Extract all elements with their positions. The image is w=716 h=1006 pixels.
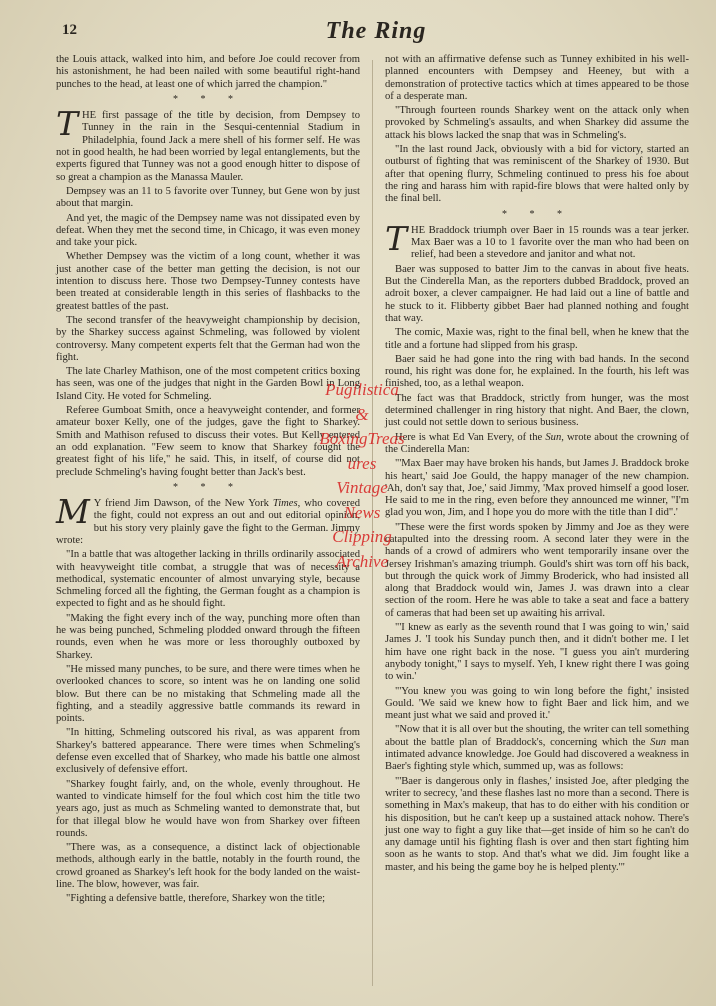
- paragraph: The comic, Maxie was, right to the final bell, when he knew that the title and a fortune had slipped from his grasp.: [385, 327, 689, 351]
- watermark-line: News: [343, 502, 381, 522]
- paragraph: And yet, the magic of the Dempsey name was not dissipated even by defeat. When they met the second time, in Chicago, it was even money and take your pick.: [56, 212, 360, 249]
- quote-paragraph: "He missed many punches, to be sure, and there were times when he overlooked chances to score, so intent was he on landing one solid blow. But there can be no mistaking that Schmeling made all the fighting, and a steadily aggressive battle commands its reward in points.: [56, 663, 360, 725]
- publication-name: Times: [272, 498, 298, 510]
- paragraph: "In the last round Jack, obviously with a bid for victory, started an outburst of fighting that was reminiscent of the Sharkey of 1930. But after that opening flurry, Schmeling continued to press his foe about the ring and harass him with rapid-fire blows that were halted only by the final bell.: [385, 144, 689, 205]
- section-break: * * *: [173, 481, 243, 493]
- paragraph-text: "Now that it is all over but the shouting, the writer can tell something about the battle plan of Braddock's, concerning which the: [385, 724, 689, 748]
- quote-paragraph: "Making the fight every inch of the way, punching more often than he was being punched, Schmeling plodded onward through the fifteen rounds, even when he was more or less thoroughly outboxed by Sharkey.: [56, 612, 360, 661]
- watermark-line: BoxingTreas: [319, 429, 405, 448]
- quote-paragraph: "In hitting, Schmeling outscored his rival, as was apparent from Sharkey's battered appearance. There were times when Schmeling's defense even excelled that of Sharkey, who made his battle one almost exclusively of defensive effort.: [56, 727, 360, 776]
- paragraph: The second transfer of the heavyweight championship by decision, by the Sharkey success against Schmeling, was followed by violent controversy. Many competent experts felt that the German had won the fight.: [56, 314, 360, 363]
- watermark-line: Archive: [335, 551, 389, 571]
- quote-paragraph: "Sharkey fought fairly, and, on the whole, evenly throughout. He wanted to vindicate himself for the foul which cost him the title two years ago, just as much as Schmeling wanted to demonstrate that, but for that illegal blow he would have won from Sharkey over fifteen rounds.: [56, 778, 360, 839]
- paragraph: Baer was supposed to batter Jim to the canvas in about five heats. But the Cinderella Man, as the reporters dubbed Braddock, proved an adroit boxer, a clever campaigner. He had laid out a line of battle and he stuck to it. Flibberty gibbet Baer had planned nothing and fought that way.: [385, 263, 689, 324]
- quote-paragraph: "'I knew as early as the seventh round that I was going to win,' said James J. 'I took his Sunday punch then, and it didn't bother me. I let him have one right back in the nose. "I guess you ain't murdering anybody tonight," I says to myself. Yeh, I knew right there I was going to win.': [385, 622, 689, 683]
- paragraph-text: Y friend Jim Dawson, of the New York: [93, 498, 273, 510]
- drop-cap: T: [56, 104, 79, 144]
- paragraph: the Louis attack, walked into him, and before Joe could recover from his astonishment, he had been nailed with some beautiful right-hand punches to the head, at least one of which jarred the champion.": [56, 54, 360, 90]
- drop-cap: T: [385, 218, 408, 258]
- paragraph: The late Charley Mathison, one of the most competent critics boxing has seen, was one of the judges that night in the Garden Bowl in Long Island City. He voted for Schmeling.: [56, 366, 360, 402]
- paragraph-text: , wrote about the crowning of the Cinderella Man:: [385, 431, 689, 455]
- drop-cap: M: [56, 492, 90, 532]
- paragraph: not with an affirmative defense such as Tunney exhibited in his well-planned encounters with Dempsey and Heeney, but with a demonstration of protective tactics which at times appeared to be those of a desperate man.: [385, 54, 689, 102]
- paragraph-text: man intimated advance knowledge. Joe Gould had discovered a weakness in Baer's fighting style which, summed up, was as follows:: [385, 736, 690, 773]
- watermark-line: Clipping: [332, 527, 392, 546]
- paragraph: Referee Gumboat Smith, once a heavyweight contender, and former amateur boxer Kelly, one of the judges, gave the fight to Sharkey. Smith and Mathison refused to discuss their votes. But Kelly entered an odd explanation. "Few seem to know that Sharkey fought the greatest fight of his life," he said. This, in itself, of course did not preclude Schmeling's having fought better than Jack's best.: [56, 405, 360, 478]
- paragraph-text: HE first passage of the title by decision, from Dempsey to Tunney in the rain in the Sesqui-centennial Stadium in Philadelphia, found Jack a mere shell of his former self. He was not in good health, he had been worried by legal entanglements, but the experts figured that Tunney was not a good enough hitter to dispose of so great a champion as the Manassa Mauler.: [56, 110, 360, 183]
- quote-paragraph: "These were the first words spoken by Jimmy and Joe as they were catapulted into the dressing room. A second later they were in the hands of a crowd of admirers who went temporarily insane over the Jersey Irishman's amazing triumph. Gould's shirt was torn off his back, but through the quick work of Jimmy Broderick, who had insisted all along that Braddock would win, James J. was drawn into a clear section of the room. Here he was able to take a seat and face a battery of cameras that had been set up awaiting his arrival.: [385, 521, 689, 619]
- paragraph: The fact was that Braddock, strictly from hunger, was the most determined challenger in ring history that night. And Baer, the clown, just could not settle down to serious business.: [385, 392, 689, 429]
- page-number: 12: [62, 22, 77, 38]
- watermark-line: ures: [347, 453, 377, 473]
- paragraph: "Through fourteen rounds Sharkey went on the attack only when provoked by Schmeling's assaults, and when Sharkey did assume the attack his blows lacked the snap that was in Schmeling's.: [385, 105, 689, 141]
- paragraph-text: , who covered the fight, could not express an out and out editorial opinion, but his story very plainly gave the fight to the German. Jimmy wrote:: [56, 498, 360, 546]
- quote-paragraph: [385, 724, 689, 773]
- publication-name: Sun: [545, 431, 562, 443]
- page-header: [56, 18, 696, 54]
- quote-paragraph: "There was, as a consequence, a distinct lack of objectionable methods, although early in the battle, notably in the fourth round, the crowd groaned as Sharkey's left hook for the body landed on the waist-line. The blow, however, was fair.: [56, 842, 360, 890]
- magazine-title: The Ring: [325, 18, 427, 44]
- paragraph-text: HE Braddock triumph over Baer in 15 rounds was a tear jerker. Max Baer was a 10 to 1 favorite over the man who had been on relief, had been a stevedore and janitor and what not.: [411, 224, 689, 261]
- paragraph: Dempsey was an 11 to 5 favorite over Tunney, but Gene won by just about that margin.: [56, 185, 360, 210]
- paragraph: Baer said he had gone into the ring with bad hands. In the second round, his right was done for, he explained. In the fourth, his left was finished, too, as a lethal weapon.: [385, 353, 689, 390]
- section-break: * * *: [502, 208, 572, 220]
- quote-paragraph: "In a battle that was altogether lacking in thrills ordinarily associated with heavyweight title combat, a struggle that was of necessity a methodical, systematic encounter of almost unvarying style, because Schmeling forced all the fighting, the German fought as a champion is expected to fight and as he should fight.: [56, 549, 360, 610]
- section-break: * * *: [173, 93, 243, 105]
- quote-paragraph: "'You knew you was going to win long before the fight,' insisted Gould. 'We said we knew how to fight Baer and lick him, and we meant just what we said and proved it.': [385, 685, 689, 722]
- quote-paragraph: "'Max Baer may have broken his hands, but James J. Braddock broke his heart,' said Joe Gould, the happy manager of the new champion. 'Ah, don't say that, Joe,' said Jimmy, 'Max proved himself a good loser. He said to me in the ring, even before they announced me winner, "I'm glad you won, Jim, and I hope you do more with the title than I did".': [385, 458, 689, 519]
- paragraph: [385, 218, 689, 262]
- quote-paragraph: "Fighting a defensive battle, therefore, Sharkey won the title;: [66, 893, 326, 905]
- paragraph-text: Here is what Ed Van Every, of the: [395, 431, 546, 443]
- publication-name: Sun: [650, 736, 667, 748]
- paragraph: [56, 104, 360, 184]
- watermark-line: Vintage: [336, 478, 388, 497]
- paragraph: Whether Dempsey was the victim of a long count, whether it was just another case of the better man getting the decision, is not our intention to discuss here. Those two Dempsey-Tunney contests have been treated at considerable length in this series of flashbacks to the greatest battles of the past.: [56, 251, 360, 312]
- quote-paragraph: "'Baer is dangerous only in flashes,' insisted Joe, after pledging the writer to secrecy, 'and these flashes last no more than a second. There is something in Max's makeup, that has to do either with his condition or his disposition, but he can't keep up a sustained attack nohow. There's just one way to fight a guy like that—get inside of him so he can't do any damage until his fighting flash is over and then start fighting him soon as he wants to stop. And that's what we did. Jim fought like a master, and his being the game boy he is helped plenty.'": [385, 775, 689, 873]
- watermark-line: &: [355, 404, 369, 424]
- archive-watermark: [292, 378, 432, 574]
- watermark-line: Pugilistica: [325, 380, 399, 399]
